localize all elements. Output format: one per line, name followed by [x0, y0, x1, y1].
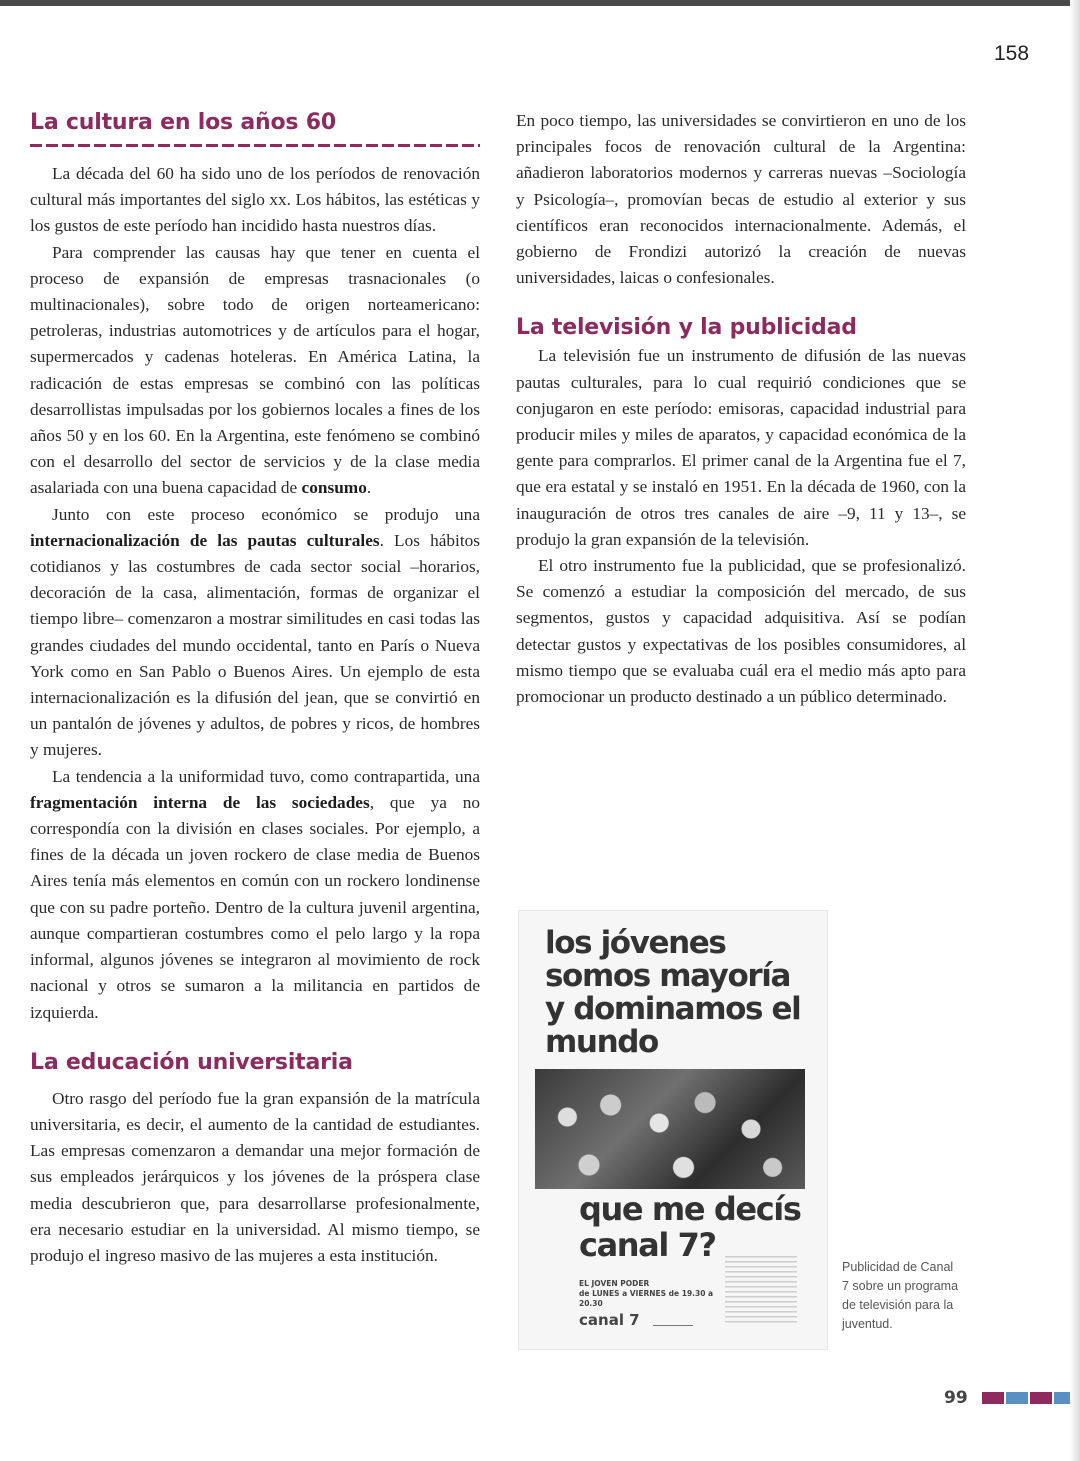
text-run: . Los hábitos cotidianos y las costumbres de cada sector social –horarios, decoración de la casa, alimentación, formas de organizar el tiempo libre– comenzaron a mostrar similitudes en casi todas las grandes ciudades del mundo occidental, tanto en París o Nueva York como en San Pablo o Buenos Aires. Un ejemplo de esta internacionalización es la difusión del jean, que se convirtió en un pantalón de jóvenes y adultos, de pobres y ricos, de hombres y mujeres.: [30, 530, 480, 760]
section-title-educacion: La educación universitaria: [30, 1049, 353, 1075]
top-page-number: 158: [994, 42, 1030, 65]
paragraph: En poco tiempo, las universidades se convirtieron en uno de los principales focos de renovación cultural de la Argentina: añadieron laboratorios modernos y carreras nuevas –Sociología y Psicología–, promovían becas de estudio al exterior y sus científicos eran reconocidos internacionalmente. Además, el gobierno de Frondizi autorizó la creación de nuevas universidades, laicas o confesionales.: [516, 111, 966, 288]
text-run: Junto con este proceso económico se produjo una: [52, 504, 480, 524]
ad-canal7-logo: canal 7: [579, 1311, 640, 1329]
left-column: [30, 108, 480, 1269]
paragraph: La televisión fue un instrumento de difusión de las nuevas pautas culturales, para lo cual requirió condiciones que se conjugaron en este período: emisoras, capacidad industrial para producir miles y miles de aparatos, y capacidad económica de la gente para comprarlos. El primer canal de la Argentina fue el 7, que era estatal y se instaló en 1951. En la década de 1960, con la inauguración de otros tres canales de aire –9, 11 y 13–, se produjo la gran expansión de la televisión.: [516, 346, 966, 549]
section-gap: [30, 1026, 480, 1048]
page-edge-shadow: [1070, 0, 1080, 1461]
ad-program-info: [579, 1279, 719, 1309]
ad-fine-print: [725, 1256, 797, 1326]
ad-program-name: EL JOVEN PODER: [579, 1279, 650, 1288]
top-border: [0, 0, 1080, 6]
section-gap: [30, 1078, 480, 1086]
right-column: [516, 108, 966, 710]
text-run: .: [366, 478, 372, 498]
page-number-color-bar: [982, 1392, 1070, 1404]
ad-headline: los jóvenes somos mayoría y dominamos el mundo: [545, 925, 801, 1060]
title-underline: [30, 144, 480, 147]
text-run: , que ya no correspondía con la división en clases sociales. Por ejemplo, a fines de la década un joven rockero de clase media de Buenos Aires tenía más elementos en común con un rockero londinense que con su padre porteño. Dentro de la cultura juvenil argentina, aunque compartieran costumbres como el pelo largo y la ropa informal, algunos jóvenes se integraron al movimiento de rock nacional y otros se sumaron a la militancia en partidos de izquierda.: [30, 792, 480, 1022]
paragraph: La década del 60 ha sido uno de los períodos de renovación cultural más importantes del siglo xx. Los hábitos, las estéticas y los gustos de este período han incidido hasta nuestros días.: [30, 164, 480, 236]
key-term: consumo: [301, 478, 367, 498]
paragraph: Otro rasgo del período fue la gran expansión de la matrícula universitaria, es decir, el aumento de la cantidad de estudiantes. Las empresas comenzaron a demandar una mejor formación de sus empleados jerárquicos y los jóvenes de la próspera clase media descubrieron que, para desarrollarse profesionalmente, era necesario estudiar en la universidad. Al mismo tiempo, se produjo el ingreso masivo de las mujeres a esta institución.: [30, 1088, 480, 1265]
section-gap: [516, 291, 966, 313]
key-term: internacionalización de las pautas culturales: [30, 530, 380, 550]
section-title-television: La televisión y la publicidad: [516, 315, 857, 341]
paragraph: [30, 764, 480, 1026]
ad-photo-crowd: [535, 1069, 805, 1189]
ad-logo-underline: [653, 1325, 693, 1326]
ad-question: que me decís canal 7?: [579, 1190, 801, 1264]
bottom-page-number: 99: [944, 1388, 968, 1408]
key-term: fragmentación interna de las sociedades: [30, 792, 370, 812]
text-run: Para comprender las causas hay que tener en cuenta el proceso de expansión de empresas trasnacionales (o multinacionales), sobre todo de origen norteamericano: petroleras, industrias automotrices y de artículos para el hogar, supermercados y cadenas hoteleras. En América Latina, la radicación de estas empresas se combinó con las políticas desarrollistas impulsadas por los gobiernos locales a fines de los años 50 y en los 60. En la Argentina, este fenómeno se combinó con el desarrollo del sector de servicios y de la clase media asalariada con una buena capacidad de: [30, 242, 480, 498]
ad-program-time: de LUNES a VIERNES de 19.30 a 20.30: [579, 1289, 714, 1308]
canal7-advertisement: [518, 910, 828, 1350]
paragraph: El otro instrumento fue la publicidad, que se profesionalizó. Se comenzó a estudiar la composición del mercado, de sus segmentos, gustos y capacidad adquisitiva. Así se podían detectar gustos y expectativas de los posibles consumidores, al mismo tiempo que se evaluaba cuál era el medio más apto para promocionar un producto destinado a un público determinado.: [516, 556, 966, 707]
paragraph: [30, 502, 480, 764]
image-caption: Publicidad de Canal 7 sobre un programa de televisión para la juventud.: [842, 1260, 959, 1331]
paragraph: [30, 240, 480, 502]
section-title-cultura: La cultura en los años 60: [30, 110, 336, 135]
text-run: La tendencia a la uniformidad tuvo, como contrapartida, una: [52, 766, 480, 786]
